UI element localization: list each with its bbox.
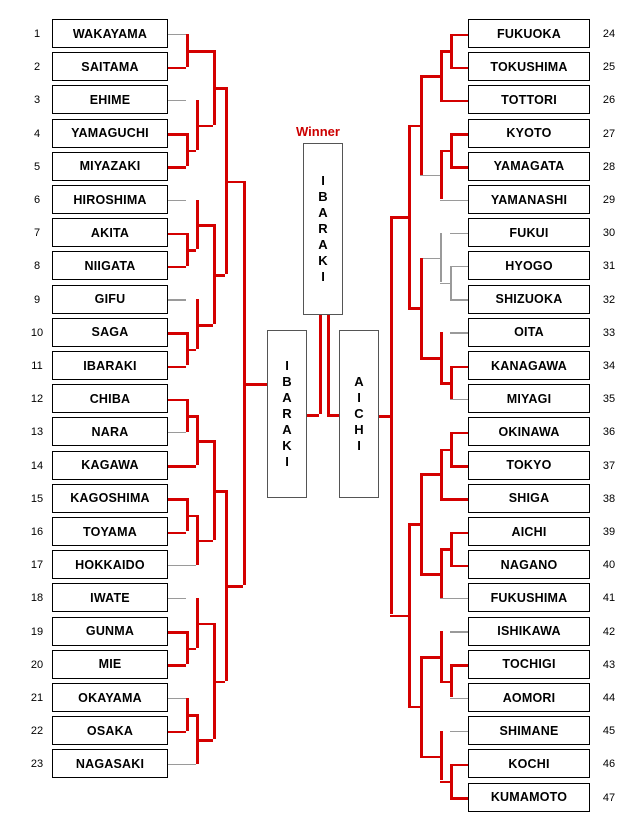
seed-number: 9 xyxy=(33,293,41,306)
bracket-connector xyxy=(168,731,186,734)
team-box[interactable]: KANAGAWA xyxy=(468,351,590,380)
team-box[interactable]: NIIGATA xyxy=(52,251,168,280)
bracket-connector xyxy=(450,299,468,301)
seed-number: 2 xyxy=(33,61,41,74)
seed-number: 17 xyxy=(30,559,44,572)
bracket-connector xyxy=(450,366,453,399)
seed-number: 28 xyxy=(602,160,616,173)
bracket-connector xyxy=(186,515,196,518)
bracket-connector xyxy=(440,631,443,681)
seed-number: 43 xyxy=(602,658,616,671)
bracket-connector xyxy=(168,698,186,700)
bracket-connector xyxy=(440,449,443,499)
bracket-connector xyxy=(450,797,468,800)
seed-number: 32 xyxy=(602,293,616,306)
team-box[interactable]: SHIZUOKA xyxy=(468,285,590,314)
seed-number: 47 xyxy=(602,791,616,804)
bracket-connector xyxy=(420,573,440,576)
bracket-connector xyxy=(168,166,186,169)
bracket-connector xyxy=(440,233,442,283)
seed-number: 44 xyxy=(602,692,616,704)
seed-number: 37 xyxy=(602,459,616,472)
team-box[interactable]: GUNMA xyxy=(52,617,168,646)
bracket-connector xyxy=(196,324,213,327)
bracket-connector xyxy=(168,598,186,600)
team-box[interactable]: HYOGO xyxy=(468,251,590,280)
bracket-connector xyxy=(168,299,186,301)
bracket-connector xyxy=(408,706,420,709)
bracket-connector xyxy=(420,75,423,175)
bracket-connector xyxy=(213,274,225,277)
bracket-connector xyxy=(390,216,393,614)
bracket-connector xyxy=(168,532,186,535)
bracket-connector xyxy=(440,498,468,501)
bracket-connector xyxy=(450,698,468,700)
bracket-connector xyxy=(168,565,196,567)
bracket-connector xyxy=(168,233,186,236)
seed-number: 12 xyxy=(30,393,44,406)
bracket-connector xyxy=(420,75,440,78)
bracket-connector xyxy=(168,266,186,269)
team-box[interactable]: TOKUSHIMA xyxy=(468,52,590,81)
bracket-connector xyxy=(450,233,468,235)
team-box[interactable]: NARA xyxy=(52,417,168,446)
team-box[interactable]: HIROSHIMA xyxy=(52,185,168,214)
bracket-connector xyxy=(450,34,468,37)
bracket-connector xyxy=(196,540,213,543)
seed-number: 6 xyxy=(33,194,41,206)
bracket-connector xyxy=(196,623,213,626)
seed-number: 40 xyxy=(602,559,616,572)
bracket-connector xyxy=(420,175,440,177)
bracket-connector xyxy=(450,764,453,797)
team-box[interactable]: MIE xyxy=(52,650,168,679)
team-box[interactable]: TOCHIGI xyxy=(468,650,590,679)
team-box[interactable]: SHIGA xyxy=(468,484,590,513)
bracket-connector xyxy=(168,465,196,468)
bracket-connector xyxy=(420,357,440,360)
seed-number: 33 xyxy=(602,326,616,339)
bracket-connector xyxy=(420,258,440,260)
team-box[interactable]: YAMAGUCHI xyxy=(52,119,168,148)
team-box[interactable]: OKINAWA xyxy=(468,417,590,446)
seed-number: 38 xyxy=(602,492,616,505)
bracket-connector xyxy=(450,166,468,169)
team-box[interactable]: TOTTORI xyxy=(468,85,590,114)
bracket-connector xyxy=(196,739,213,742)
seed-number: 10 xyxy=(30,326,44,339)
seed-number: 35 xyxy=(602,393,616,406)
bracket-connector xyxy=(186,50,213,53)
seed-number: 31 xyxy=(602,260,616,273)
bracket-connector xyxy=(440,731,443,781)
bracket-connector xyxy=(440,150,443,200)
bracket-connector xyxy=(440,332,443,382)
team-box[interactable]: WAKAYAMA xyxy=(52,19,168,48)
bracket-connector xyxy=(440,382,450,385)
team-box[interactable]: YAMANASHI xyxy=(468,185,590,214)
bracket-connector xyxy=(440,598,468,600)
bracket-connector xyxy=(168,34,186,36)
team-box[interactable]: TOYAMA xyxy=(52,517,168,546)
bracket-connector xyxy=(225,585,243,588)
bracket-connector xyxy=(186,648,196,651)
bracket-connector xyxy=(168,332,186,335)
bracket-connector xyxy=(186,150,196,153)
bracket-connector xyxy=(450,532,468,535)
bracket-connector xyxy=(450,532,453,565)
bracket-connector xyxy=(213,681,225,684)
bracket-connector xyxy=(450,664,468,667)
team-box[interactable]: FUKUOKA xyxy=(468,19,590,48)
bracket-connector xyxy=(168,399,186,402)
seed-number: 4 xyxy=(33,127,41,140)
bracket-connector xyxy=(379,415,390,418)
bracket-connector xyxy=(168,200,186,202)
team-box[interactable]: IWATE xyxy=(52,583,168,612)
team-box[interactable]: ISHIKAWA xyxy=(468,617,590,646)
bracket-connector xyxy=(450,664,453,697)
seed-number: 41 xyxy=(602,592,616,605)
bracket-connector xyxy=(450,731,468,733)
team-box[interactable]: MIYAZAKI xyxy=(52,152,168,181)
bracket-connector xyxy=(168,67,186,70)
bracket-connector xyxy=(186,349,196,352)
bracket-connector xyxy=(408,125,411,308)
bracket-connector xyxy=(450,366,468,369)
bracket-connector xyxy=(420,473,440,476)
team-box[interactable]: KOCHI xyxy=(468,749,590,778)
seed-number: 15 xyxy=(30,492,44,505)
team-box[interactable]: NAGASAKI xyxy=(52,749,168,778)
team-box[interactable]: KAGOSHIMA xyxy=(52,484,168,513)
finalist-right-box: AICHI xyxy=(339,330,379,498)
seed-number: 1 xyxy=(33,28,41,40)
bracket-connector xyxy=(196,224,213,227)
seed-number: 26 xyxy=(602,94,616,107)
seed-number: 42 xyxy=(602,625,616,638)
team-box[interactable]: FUKUSHIMA xyxy=(468,583,590,612)
seed-number: 45 xyxy=(602,725,616,738)
bracket-connector xyxy=(186,249,196,252)
seed-number: 3 xyxy=(33,94,41,107)
bracket-connector xyxy=(450,631,468,633)
seed-number: 20 xyxy=(30,658,44,671)
seed-number: 39 xyxy=(602,526,616,538)
seed-number: 34 xyxy=(602,360,616,372)
bracket-connector xyxy=(168,664,186,667)
bracket-connector xyxy=(450,332,468,334)
bracket-connector xyxy=(440,548,443,598)
bracket-connector xyxy=(440,50,443,100)
bracket-connector xyxy=(327,315,330,414)
bracket-connector xyxy=(450,67,468,70)
seed-number: 19 xyxy=(30,625,44,638)
bracket-connector xyxy=(408,523,411,706)
bracket-connector xyxy=(450,133,453,166)
bracket-connector xyxy=(168,133,186,136)
bracket-connector xyxy=(450,465,468,468)
bracket-connector xyxy=(450,266,468,268)
seed-number: 46 xyxy=(602,758,616,771)
team-box[interactable]: CHIBA xyxy=(52,384,168,413)
bracket-connector xyxy=(213,490,225,493)
seed-number: 18 xyxy=(30,592,44,605)
team-box[interactable]: FUKUI xyxy=(468,218,590,247)
bracket-connector xyxy=(420,656,440,659)
seed-number: 16 xyxy=(30,526,44,538)
bracket-connector xyxy=(420,473,423,573)
seed-number: 8 xyxy=(33,260,41,273)
champion-box: IBARAKI xyxy=(303,143,343,315)
bracket-connector xyxy=(450,34,453,67)
bracket-connector xyxy=(225,181,243,184)
bracket-connector xyxy=(440,781,450,784)
team-box[interactable]: YAMAGATA xyxy=(468,152,590,181)
seed-number: 36 xyxy=(602,426,616,439)
bracket-connector xyxy=(319,315,322,414)
bracket-connector xyxy=(186,714,196,717)
team-box[interactable]: KAGAWA xyxy=(52,451,168,480)
seed-number: 14 xyxy=(30,459,44,472)
seed-number: 24 xyxy=(602,28,616,40)
bracket-connector xyxy=(213,87,225,90)
team-box[interactable]: MIYAGI xyxy=(468,384,590,413)
bracket-connector xyxy=(450,432,468,435)
team-box[interactable]: EHIME xyxy=(52,85,168,114)
team-box[interactable]: KYOTO xyxy=(468,119,590,148)
team-box[interactable]: TOKYO xyxy=(468,451,590,480)
bracket-connector xyxy=(168,498,186,501)
bracket-connector xyxy=(390,216,408,219)
bracket-connector xyxy=(450,399,468,401)
seed-number: 5 xyxy=(33,160,41,173)
team-box[interactable]: IBARAKI xyxy=(52,351,168,380)
team-box[interactable]: AOMORI xyxy=(468,683,590,712)
bracket-connector xyxy=(243,383,267,386)
seed-number: 30 xyxy=(602,227,616,240)
bracket-connector xyxy=(440,200,468,202)
bracket-connector xyxy=(168,764,196,766)
seed-number: 27 xyxy=(602,127,616,140)
team-box[interactable]: OKAYAMA xyxy=(52,683,168,712)
seed-number: 11 xyxy=(31,360,43,372)
seed-number: 21 xyxy=(30,692,44,704)
seed-number: 13 xyxy=(30,426,44,439)
bracket-connector xyxy=(420,258,423,358)
bracket-connector xyxy=(450,432,453,465)
team-box[interactable]: KUMAMOTO xyxy=(468,783,590,812)
seed-number: 7 xyxy=(33,227,41,240)
seed-number: 22 xyxy=(30,725,44,738)
finalist-left-box: IBARAKI xyxy=(267,330,307,498)
bracket-connector xyxy=(408,307,420,310)
bracket-connector xyxy=(420,656,423,756)
bracket-connector xyxy=(327,414,339,417)
seed-number: 29 xyxy=(602,194,616,206)
team-box[interactable]: HOKKAIDO xyxy=(52,550,168,579)
team-box[interactable]: OSAKA xyxy=(52,716,168,745)
winner-label: Winner xyxy=(296,124,340,139)
team-box[interactable]: AKITA xyxy=(52,218,168,247)
bracket-connector xyxy=(168,631,186,634)
bracket-connector xyxy=(168,432,186,434)
bracket-connector xyxy=(196,440,213,443)
seed-number: 23 xyxy=(30,758,44,771)
bracket-connector xyxy=(450,764,468,767)
bracket-connector xyxy=(440,283,450,285)
team-box[interactable]: SHIMANE xyxy=(468,716,590,745)
bracket-connector xyxy=(440,681,450,684)
bracket-connector xyxy=(196,125,213,128)
bracket-connector xyxy=(420,756,440,759)
bracket-connector xyxy=(450,133,468,136)
bracket-connector xyxy=(390,615,408,618)
bracket-connector xyxy=(440,100,468,103)
bracket-connector xyxy=(186,415,196,418)
team-box[interactable]: SAGA xyxy=(52,318,168,347)
team-box[interactable]: NAGANO xyxy=(468,550,590,579)
bracket-connector xyxy=(168,100,186,102)
team-box[interactable]: SAITAMA xyxy=(52,52,168,81)
seed-number: 25 xyxy=(602,61,616,74)
bracket-connector xyxy=(450,565,468,568)
team-box[interactable]: GIFU xyxy=(52,285,168,314)
team-box[interactable]: AICHI xyxy=(468,517,590,546)
bracket-connector xyxy=(307,414,319,417)
bracket-connector xyxy=(168,366,186,369)
team-box[interactable]: OITA xyxy=(468,318,590,347)
bracket-connector xyxy=(450,266,452,299)
